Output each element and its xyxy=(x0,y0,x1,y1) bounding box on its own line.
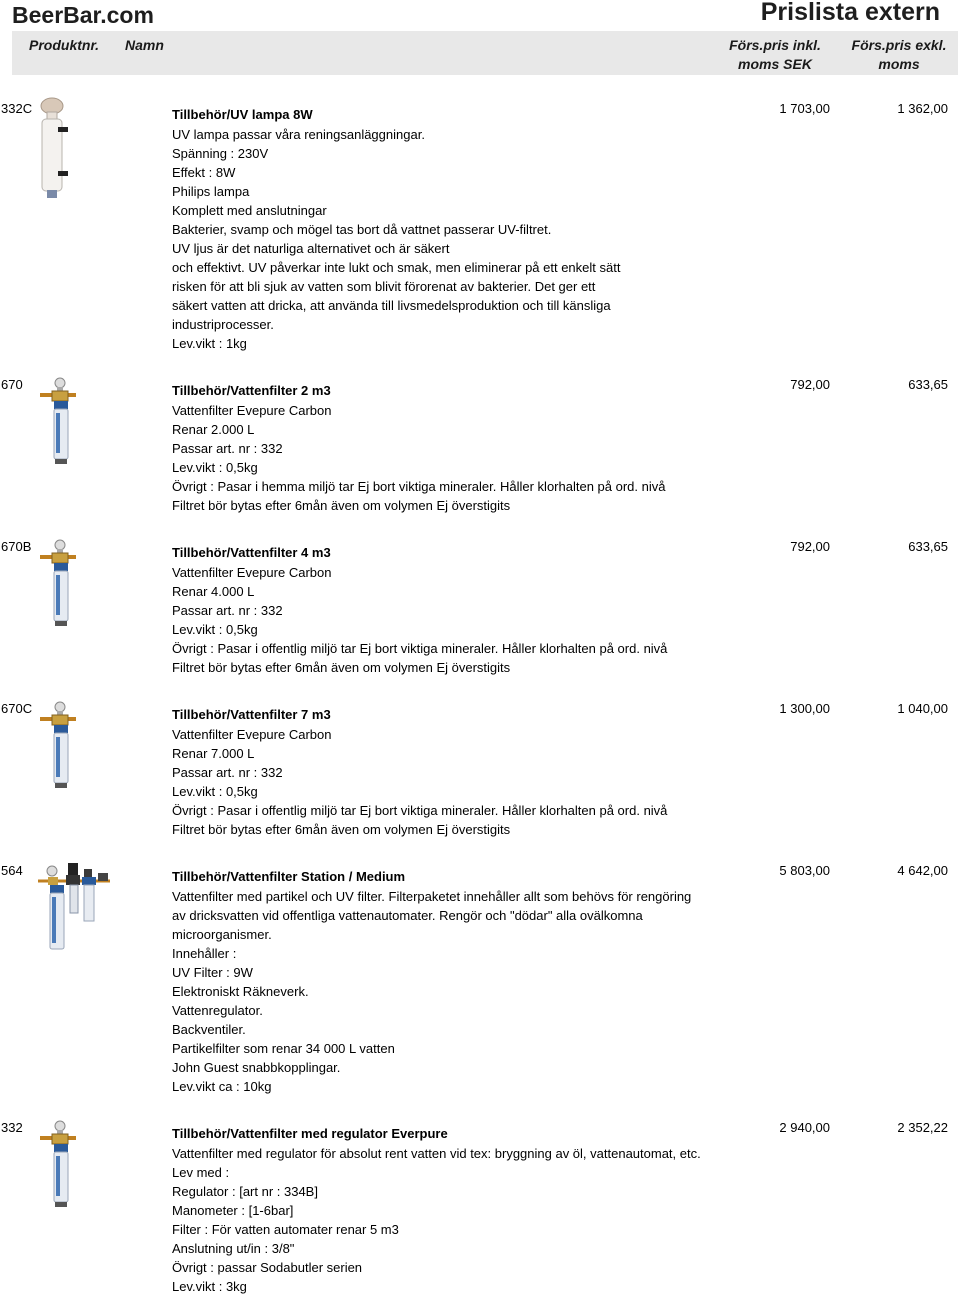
product-name: Tillbehör/Vattenfilter 2 m3 xyxy=(172,383,331,398)
column-header-price-inkl: Förs.pris inkl. moms SEK xyxy=(729,37,821,72)
water-filter-icon xyxy=(38,535,78,629)
brand-logo-text: BeerBar.com xyxy=(12,2,154,28)
product-name: Tillbehör/Vattenfilter Station / Medium xyxy=(172,869,406,884)
column-header-price-exkl: Förs.pris exkl. moms xyxy=(851,37,947,72)
price-inkl-moms: 792,00 xyxy=(790,539,830,554)
product-description: Vattenfilter med regulator för absolut rent vatten vid tex: bryggning av öl, vattenautomat, etc. Lev med : Regulator : [art nr : 334B] Manometer : [1-6bar] Filter : För vatten automater renar 5 m3 Anslutning ut/in : 3/8" Övrigt : passar Sodabutler serien Lev.vikt : 3kg xyxy=(172,1146,701,1294)
price-exkl-moms: 4 642,00 xyxy=(897,863,948,878)
price-exkl-moms: 1 040,00 xyxy=(897,701,948,716)
price-inkl-moms: 1 703,00 xyxy=(779,101,830,116)
water-filter-icon xyxy=(38,697,78,791)
product-description: Vattenfilter Evepure Carbon Renar 4.000 L Passar art. nr : 332 Lev.vikt : 0,5kg Övrigt : Pasar i offentlig miljö tar Ej bort viktiga mineraler. Håller klorhalten på ord. nivå Filtret bör bytas efter 6mån även om volymen Ej överstigits xyxy=(172,565,668,675)
column-header-artnr: Produktnr. xyxy=(29,37,100,53)
product-artnr: 332 xyxy=(1,1120,23,1135)
price-inkl-moms: 792,00 xyxy=(790,377,830,392)
water-filter-icon xyxy=(38,373,78,467)
document-title: Prislista extern xyxy=(760,0,940,26)
product-description: Vattenfilter med partikel och UV filter. Filterpaketet innehåller allt som behövs för rengöring av dricksvatten vid offentliga vattenautomater. Rengör och "dödar" alla ovälkomna microorganismer. Innehåller : UV Filter : 9W Elektroniskt Räkneverk. Vattenregulator. Backventiler. Partikelfilter som renar 34 000 L vatten John Guest snabbkopplingar. Lev.vikt ca : 10kg xyxy=(172,889,692,1094)
filter-station-icon xyxy=(38,859,112,955)
price-inkl-moms: 1 300,00 xyxy=(779,701,830,716)
price-exkl-moms: 2 352,22 xyxy=(897,1120,948,1135)
filter-regulator-icon xyxy=(38,1116,78,1210)
price-exkl-moms: 633,65 xyxy=(908,539,948,554)
product-description: UV lampa passar våra reningsanläggningar. Spänning : 230V Effekt : 8W Philips lampa Komplett med anslutningar Bakterier, svamp och mögel tas bort då vattnet passerar UV-filtret. UV ljus är det naturliga alternativet och är säkert och effektivt. UV påverkar inte lukt och smak, men eliminerar på ett enkelt sätt risken för att bli sjuk av vatten som blivit förorenat av bakterier. Det ger ett säkert vatten att dricka, att använda till livsmedelsproduktion och till känsliga industriprocesser. Lev.vikt : 1kg xyxy=(172,127,621,351)
product-artnr: 332C xyxy=(1,101,33,116)
product-name: Tillbehör/UV lampa 8W xyxy=(172,107,313,122)
price-inkl-moms: 5 803,00 xyxy=(779,863,830,878)
column-header-bar xyxy=(12,31,958,75)
product-name: Tillbehör/Vattenfilter med regulator Everpure xyxy=(172,1126,448,1141)
product-name: Tillbehör/Vattenfilter 4 m3 xyxy=(172,545,331,560)
product-artnr: 670C xyxy=(1,701,33,716)
product-artnr: 670 xyxy=(1,377,23,392)
column-header-name: Namn xyxy=(125,37,164,53)
product-name: Tillbehör/Vattenfilter 7 m3 xyxy=(172,707,331,722)
product-description: Vattenfilter Evepure Carbon Renar 7.000 L Passar art. nr : 332 Lev.vikt : 0,5kg Övrigt : Pasar i offentlig miljö tar Ej bort viktiga mineraler. Håller klorhalten på ord. nivå Filtret bör bytas efter 6mån även om volymen Ej överstigits xyxy=(172,727,668,837)
product-artnr: 564 xyxy=(1,863,23,878)
price-exkl-moms: 633,65 xyxy=(908,377,948,392)
product-description: Vattenfilter Evepure Carbon Renar 2.000 L Passar art. nr : 332 Lev.vikt : 0,5kg Övrigt : Pasar i hemma miljö tar Ej bort viktiga mineraler. Håller klorhalten på ord. nivå Filtret bör bytas efter 6mån även om volymen Ej överstigits xyxy=(172,403,666,513)
price-exkl-moms: 1 362,00 xyxy=(897,101,948,116)
product-artnr: 670B xyxy=(1,539,32,554)
price-inkl-moms: 2 940,00 xyxy=(779,1120,830,1135)
uv-lamp-icon xyxy=(38,97,78,205)
